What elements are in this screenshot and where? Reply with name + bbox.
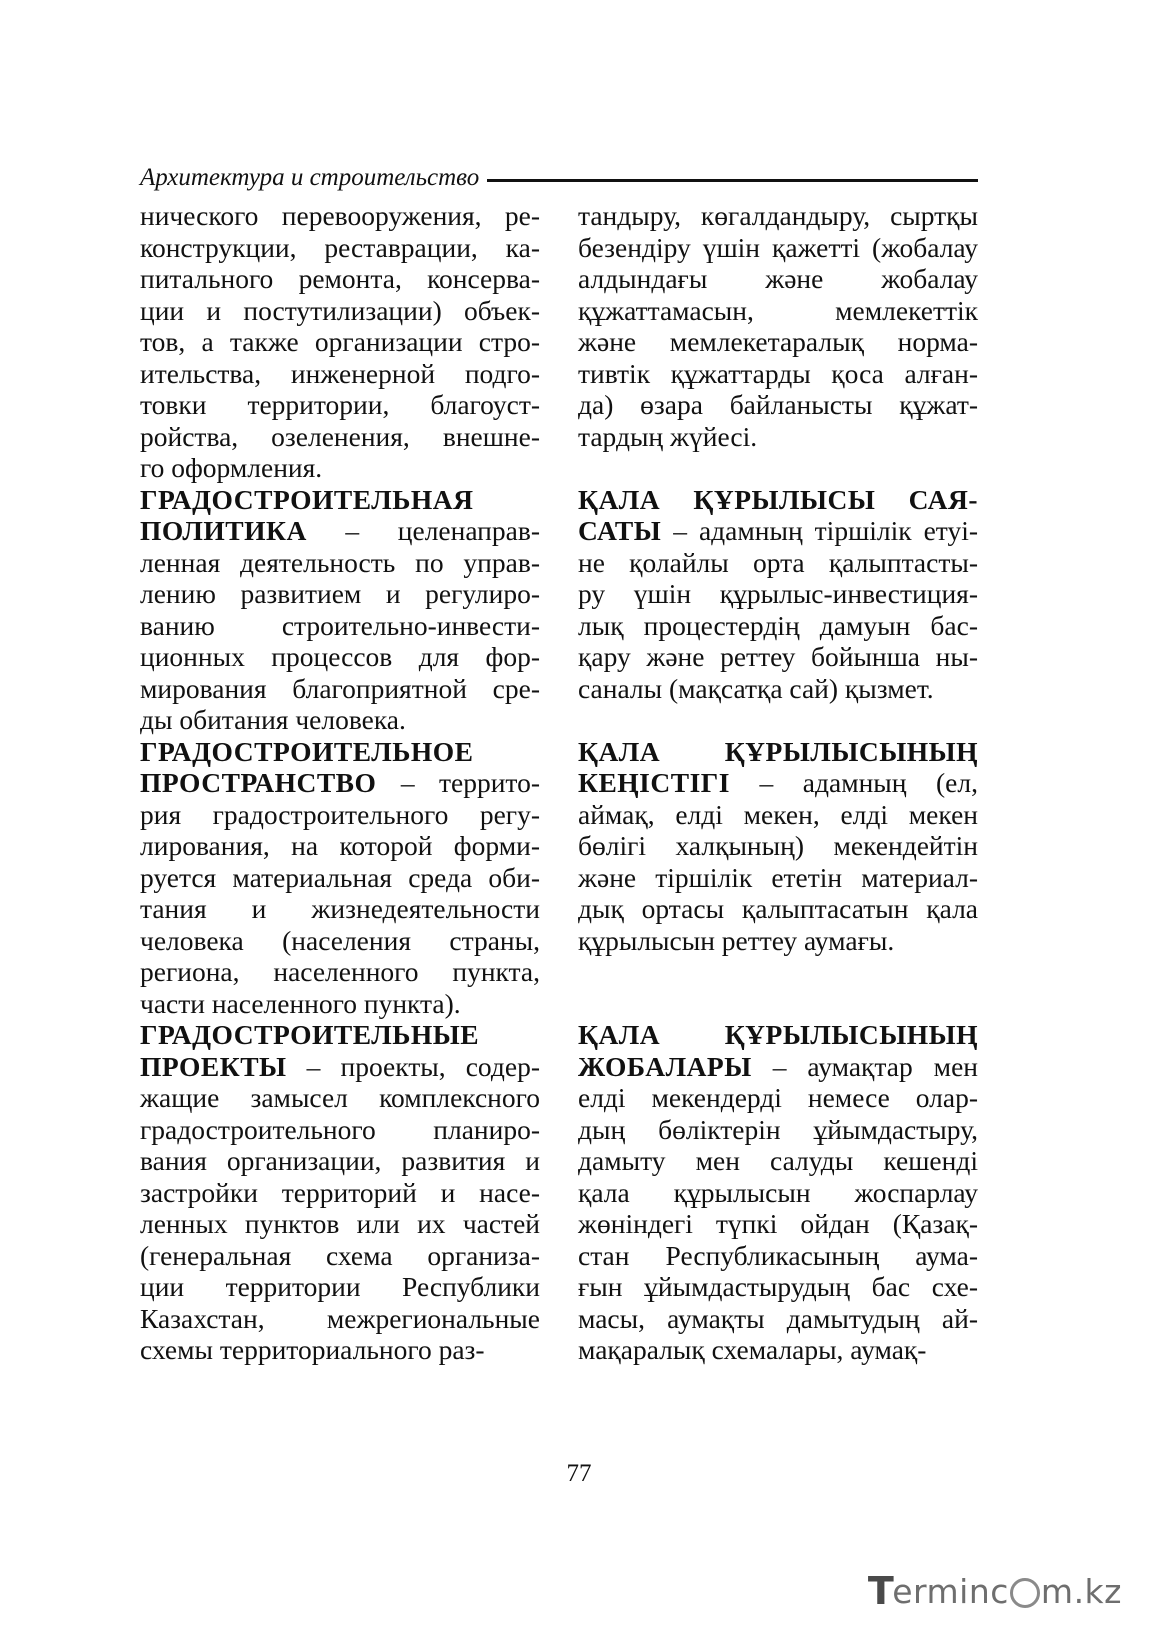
entry-term-line [140,1051,540,1083]
entry-term-line [578,736,978,768]
text-line: градостроительного планиро- [140,1113,540,1145]
header-rule [487,179,978,182]
text-line: региона, населенного пункта, [140,956,540,987]
text-line: және тіршілік ететін материал- [578,861,978,893]
entry-term-line [578,484,978,516]
watermark-prefix: T [867,1569,895,1613]
terminkom-watermark [868,1569,1122,1613]
entry-paragraph [578,736,978,957]
entry-term-line [140,736,540,768]
entry-definition-start: – проекты, содер- [286,1050,540,1082]
text-line: человека (населения страны, [140,924,540,956]
watermark-text-start: erminc [892,1571,1009,1611]
text-line: застройки территорий и насе- [140,1176,540,1208]
text-line: ленных пунктов или их частей [140,1208,540,1239]
text-line: схемы территориального раз- [140,1334,485,1365]
text-line: мақаралық схемалары, аумақ- [578,1334,927,1365]
text-line: конструкции, реставрации, ка- [140,231,540,263]
text-line: ды обитания человека. [140,704,406,735]
text-line: не қолайлы орта қалыптасты- [578,546,978,578]
entry-term: ПОЛИТИКА [140,515,307,546]
entry-term-line [578,1051,978,1083]
running-title: Архитектура и строительство [140,164,480,191]
entry-term: ЖОБАЛАРЫ [578,1050,752,1082]
entry-paragraph [140,1019,540,1366]
text-line: лық процестердің дамуын бас- [578,609,978,641]
text-line: дамыту мен салуды кешенді [578,1145,978,1176]
entry-paragraph [578,484,978,705]
paragraph-gap [578,704,978,736]
entry-term-line [140,767,540,799]
entry-term: ҚАЛА ҚҰРЫЛЫСЫНЫҢ [578,1019,978,1050]
text-line: қару және реттеу бойынша ны- [578,641,978,672]
text-line: елді мекендерді немесе олар- [578,1082,978,1113]
text-line: ционных процессов для фор- [140,641,540,672]
entry-term: КЕҢІСТІГІ [578,767,730,798]
text-line: мирования благоприятной сре- [140,672,540,704]
text-line: қала құрылысын жоспарлау [578,1176,978,1208]
entry-definition-start: – адамның тіршілік етуі- [661,515,978,546]
text-line: тивтік құжаттарды қоса алған- [578,357,978,389]
text-line: лирования, на которой форми- [140,830,540,861]
text-line: питального ремонта, консерва- [140,263,540,294]
text-line: тания и жизнедеятельности [140,893,540,924]
text-line: ванию строительно-инвести- [140,609,540,641]
entry-term: ПРОСТРАНСТВО [140,767,377,798]
left-column [140,200,540,1366]
entry-definition-start: – аумақтар мен [751,1050,978,1082]
paragraph-gap [578,956,978,1019]
entry-term-line [140,1019,540,1051]
entry-definition-start: – целенаправ- [306,515,540,546]
text-line: аймақ, елді мекен, елді мекен [578,798,978,830]
entry-term: ҚАЛА ҚҰРЫЛЫСЫ САЯ- [578,483,978,515]
text-line: вания организации, развития и [140,1145,540,1176]
text-line: тардың жүйесі. [578,420,758,452]
entry-term-line [140,484,540,516]
text-line: ленная деятельность по управ- [140,546,540,578]
text-line: дың бөліктерін ұйымдастыру, [578,1113,978,1145]
entry-term: ГРАДОСТРОИТЕЛЬНОЕ [140,735,474,767]
text-line: ительства, инженерной подго- [140,357,540,389]
watermark-text-end: m.kz [1040,1571,1122,1611]
entry-term: САТЫ [578,515,662,546]
text-line: товки территории, благоуст- [140,389,540,420]
text-line: құрылысын реттеу аумағы. [578,924,895,956]
text-line: тандыру, көгалдандыру, сыртқы [578,200,978,231]
entry-paragraph [140,200,540,484]
entry-paragraph [140,736,540,1020]
entry-term: ГРАДОСТРОИТЕЛЬНАЯ [140,483,474,515]
text-line: бөлігі халқының) мекендейтін [578,830,978,861]
entry-paragraph [140,484,540,736]
entry-definition-start: – адамның (ел, [729,767,978,798]
text-line: Казахстан, межрегиональные [140,1302,540,1334]
text-line: құжаттамасын, мемлекеттік [578,294,978,326]
entry-term-line [578,1019,978,1051]
text-line: ции и постутилизации) объек- [140,294,540,326]
entry-term-line [578,767,978,799]
entry-term-line [140,515,540,547]
running-head [140,160,978,196]
page-number: 77 [566,1460,592,1487]
text-line: тов, а также организации стро- [140,326,540,357]
text-line: рия градостроительного регу- [140,798,540,830]
text-line: және мемлекетаралық норма- [578,326,978,357]
entry-term: ҚАЛА ҚҰРЫЛЫСЫНЫҢ [578,735,978,767]
entry-paragraph [578,1019,978,1366]
entry-definition-start: – террито- [376,767,540,798]
text-line: да) өзара байланысты құжат- [578,389,978,420]
text-line: ции территории Республики [140,1271,540,1302]
entry-paragraph [578,200,978,452]
text-line: ройства, озеленения, внешне- [140,420,540,452]
entry-term-line [578,515,978,547]
text-line: (генеральная схема организа- [140,1239,540,1271]
paragraph-gap [578,452,978,484]
text-line: ру үшін құрылыс-инвестиция- [578,578,978,609]
right-column [578,200,978,1366]
text-line: алдындағы және жобалау [578,263,978,294]
text-line: саналы (мақсатқа сай) қызмет. [578,672,934,704]
entry-term: ПРОЕКТЫ [140,1050,287,1082]
text-line: стан Республикасының аума- [578,1239,978,1271]
text-line: лению развитием и регулиро- [140,578,540,609]
entry-term: ГРАДОСТРОИТЕЛЬНЫЕ [140,1019,480,1050]
text-line: жөніндегі түпкі ойдан (Қазақ- [578,1208,978,1239]
text-line: жащие замысел комплексного [140,1082,540,1113]
text-line: ғын ұйымдастырудың бас схе- [578,1271,978,1302]
text-line: го оформления. [140,452,323,483]
text-line: руется материальная среда оби- [140,861,540,893]
text-line: дық ортасы қалыптасатын қала [578,893,978,924]
text-line: масы, аумақты дамытудың ай- [578,1302,978,1334]
magnifier-icon [1010,1578,1040,1608]
text-line: части населенного пункта). [140,987,461,1019]
text-line: безендіру үшін қажетті (жобалау [578,231,978,263]
text-line: нического перевооружения, ре- [140,200,540,231]
